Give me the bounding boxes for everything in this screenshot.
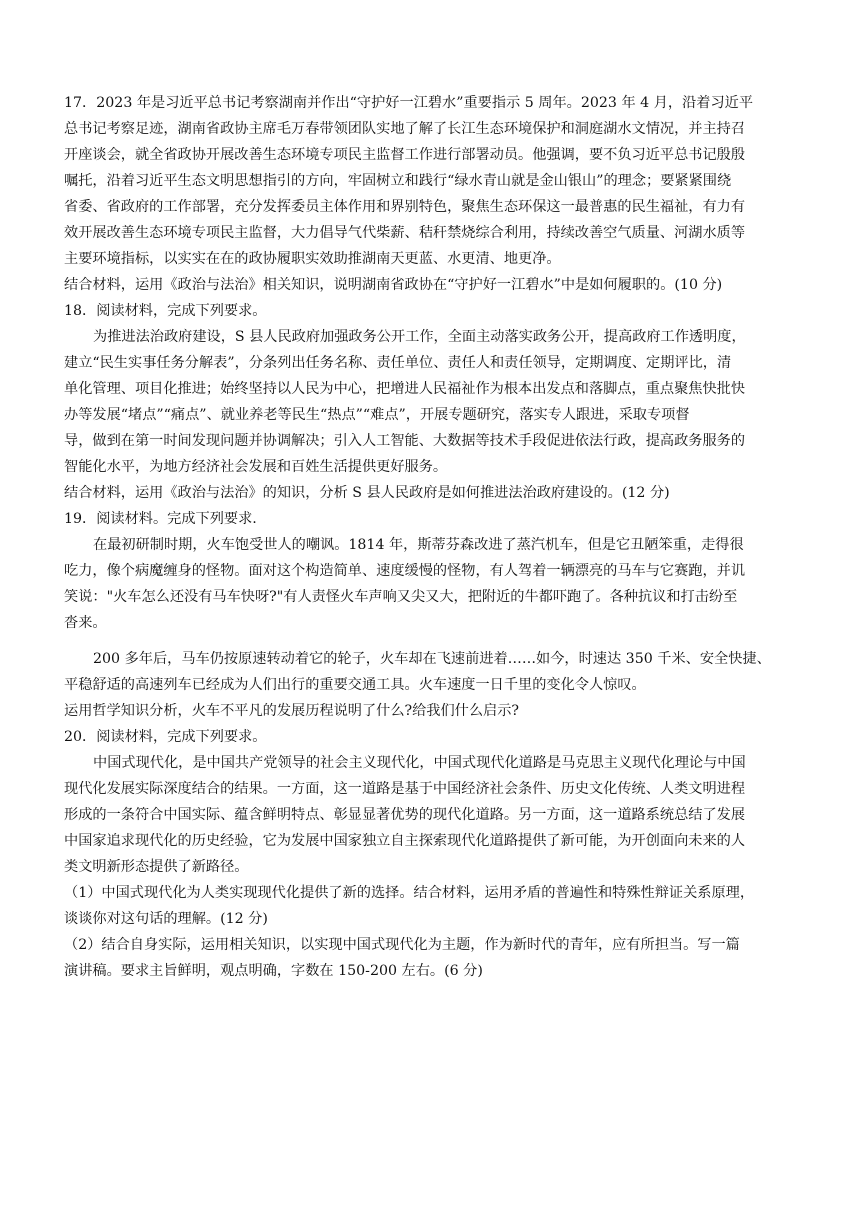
exam-page <box>64 90 794 984</box>
question-18 <box>64 298 794 506</box>
q20-line: 形成的一条符合中国实际、蕴含鲜明特点、彰显显著优势的现代化道路。另一方面，这一道路系统总结了发展 <box>64 807 746 823</box>
question-20 <box>64 724 794 984</box>
q18-line: 单化管理、项目化推进；始终坚持以人民为中心，把增进人民福祉作为根本出发点和落脚点，重点聚焦快批快 <box>64 381 746 397</box>
q19-para1-line: 吃力，像个病魔缠身的怪物。面对这个构造简单、速度缓慢的怪物，有人驾着一辆漂亮的马车与它赛跑，并讥 <box>64 563 746 579</box>
q18-line: 导，做到在第一时间发现问题并协调解决；引入人工智能、大数据等技术手段促进依法行政，提高政务服务的 <box>64 433 746 449</box>
q17-line: 主要环境指标，以实实在在的政协履职实效助推湖南天更蓝、水更清、地更净。 <box>64 251 561 267</box>
q19-para2-line: 平稳舒适的高速列车已经成为人们出行的重要交通工具。火车速度一日千里的变化令人惊叹。 <box>64 677 646 693</box>
q19-para2-line: 200 多年后，马车仍按原速转动着它的轮子，火车却在飞速前进着……如今，时速达 350 千米、安全快捷、 <box>93 651 771 667</box>
q19-para1-line: 沓来。 <box>64 615 107 631</box>
q20-sub1-line: 谈谈你对这句话的理解。(12 分) <box>64 911 268 927</box>
q20-line: 中国式现代化，是中国共产党领导的社会主义现代化，中国式现代化道路是马克思主义现代化理论与中国 <box>93 755 746 771</box>
q17-line: 嘱托，沿着习近平生态文明思想指引的方向，牢固树立和践行“绿水青山就是金山银山”的理念；要紧紧围绕 <box>64 173 732 189</box>
q18-line: 为推进法治政府建设，S 县人民政府加强政务公开工作，全面主动落实政务公开，提高政府工作透明度， <box>93 329 746 345</box>
q19-question: 运用哲学知识分析，火车不平凡的发展历程说明了什么?给我们什么启示? <box>64 703 520 719</box>
q17-line: 开座谈会，就全省政协开展改善生态环境专项民主监督工作进行部署动员。他强调，要不负习近平总书记殷殷 <box>64 147 746 163</box>
q20-line: 中国家追求现代化的历史经验，它为发展中国家独立自主探索现代化道路提供了新可能，为开创面向未来的人 <box>64 833 746 849</box>
q17-question: 结合材料，运用《政治与法治》相关知识，说明湖南省政协在“守护好一江碧水”中是如何履职的。(10 分) <box>64 277 723 293</box>
question-17 <box>64 90 794 298</box>
q18-line: 办等发展“堵点”“痛点”、就业养老等民生“热点”“难点”，开展专题研究，落实专人跟进，采取专项督 <box>64 407 690 423</box>
q18-line: 建立“民生实事任务分解表”，分条列出任务名称、责任单位、责任人和责任领导，定期调度、定期评比，清 <box>64 355 732 371</box>
q19-para1-line: 笑说："火车怎么还没有马车快呀?"有人责怪火车声响又尖又大，把附近的牛都吓跑了。各种抗议和打击纷至 <box>64 589 738 605</box>
q20-sub2-line: 演讲稿。要求主旨鲜明，观点明确，字数在 150-200 左右。(6 分) <box>64 963 483 979</box>
q19-para1-line: 在最初研制时期，火车饱受世人的嘲讽。1814 年，斯蒂芬森改进了蒸汽机车，但是它丑陋笨重，走得很 <box>93 537 744 553</box>
q19-heading: 19．阅读材料。完成下列要求. <box>64 511 257 527</box>
q18-heading: 18．阅读材料，完成下列要求。 <box>64 303 267 319</box>
q18-line: 智能化水平，为地方经济社会发展和百姓生活提供更好服务。 <box>64 459 448 475</box>
q18-question: 结合材料，运用《政治与法治》的知识，分析 S 县人民政府是如何推进法治政府建设的。(12 分) <box>64 485 670 501</box>
q20-sub1-line: （1）中国式现代化为人类实现现代化提供了新的选择。结合材料，运用矛盾的普遍性和特殊性辩证关系原理， <box>64 885 755 901</box>
question-19 <box>64 506 794 724</box>
q20-line: 现代化发展实际深度结合的结果。一方面，这一道路是基于中国经济社会条件、历史文化传统、人类文明进程 <box>64 781 746 797</box>
q20-heading: 20．阅读材料，完成下列要求。 <box>64 729 267 745</box>
q20-sub2-line: （2）结合自身实际，运用相关知识，以实现中国式现代化为主题，作为新时代的青年，应有所担当。写一篇 <box>64 937 740 953</box>
q20-line: 类文明新形态提供了新路径。 <box>64 859 249 875</box>
q17-line: 总书记考察足迹，湖南省政协主席毛万春带领团队实地了解了长江生态环境保护和洞庭湖水文情况，并主持召 <box>64 121 746 137</box>
q17-line: 省委、省政府的工作部署，充分发挥委员主体作用和界别特色，聚焦生态环保这一最普惠的民生福祉，有力有 <box>64 199 746 215</box>
q17-line: 17．2023 年是习近平总书记考察湖南并作出“守护好一江碧水”重要指示 5 周年。2023 年 4 月，沿着习近平 <box>64 95 754 111</box>
q17-line: 效开展改善生态环境专项民主监督，大力倡导气代柴薪、秸秆禁烧综合利用，持续改善空气质量、河湖水质等 <box>64 225 746 241</box>
